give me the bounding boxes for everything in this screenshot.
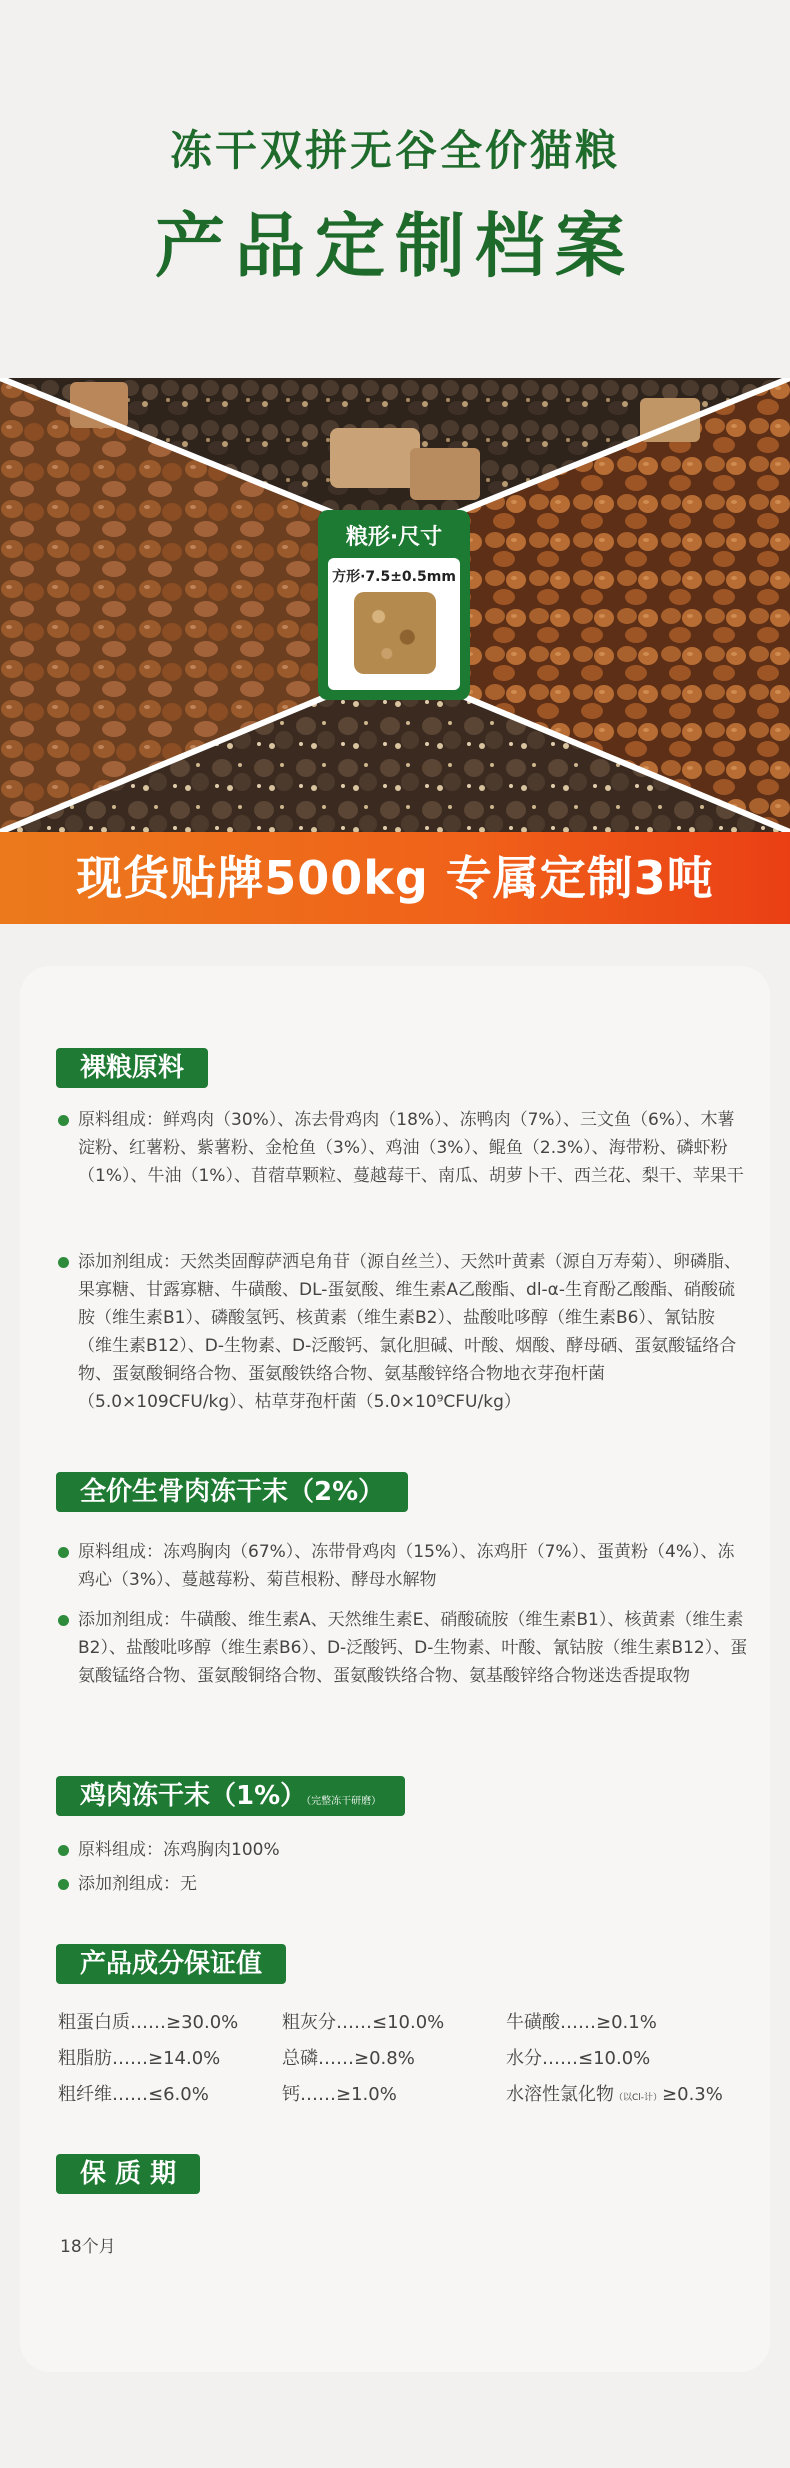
chicken-freeze-note: （完整冻干研磨） [306,1796,382,1807]
section-header-chicken-freeze [56,1776,405,1816]
nutrient-total-phosphorus: 总磷……≥0.8% [282,2048,415,2069]
size-badge-panel [328,558,460,690]
nutrient-crude-ash: 粗灰分……≤10.0% [282,2012,445,2033]
freeze-bone-additives-text: 添加剂组成：牛磺酸、维生素A、天然维生素E、硝酸硫胺（维生素B1）、核黄素（维生素B2）、盐酸吡哆醇（维生素B6）、D-泛酸钙、D-生物素、叶酸、氰钴胺（维生素B12）、蛋氨酸锰络合物、蛋氨酸铜络合物、蛋氨酸铁络合物、氨基酸锌络合物迷迭香提取物 [78,1610,748,1686]
raw-ingredients [58,1106,748,1190]
chicken-freeze-additives-text: 添加剂组成：无 [78,1874,197,1894]
kibble-sample-image [354,592,436,674]
section-header-guarantee: 产品成分保证值 [56,1944,286,1984]
chloride-value: ≥0.3% [662,2084,723,2105]
section-header-raw: 裸粮原料 [56,1048,208,1088]
bullet-icon [58,1257,69,1268]
chicken-freeze-additives [58,1870,748,1898]
promo-banner-text: 现货贴牌500kg 专属定制3吨 [76,851,714,905]
promo-banner [0,832,790,924]
freeze-bone-ingredients-text: 原料组成：冻鸡胸肉（67%）、冻带骨鸡肉（15%）、冻鸡肝（7%）、蛋黄粉（4%）、冻鸡心（3%）、蔓越莓粉、菊苣根粉、酵母水解物 [78,1542,735,1590]
nutrient-moisture: 水分……≤10.0% [506,2048,651,2069]
chloride-note: （以Cl-计） [614,2093,663,2103]
raw-ingredients-text: 原料组成：鲜鸡肉（30%）、冻去骨鸡肉（18%）、冻鸭肉（7%）、三文鱼（6%）、木薯淀粉、红薯粉、紫薯粉、金枪鱼（3%）、鸡油（3%）、鲲鱼（2.3%）、海带粉、磷虾粉（1%）、牛油（1%）、苜蓿草颗粒、蔓越莓干、南瓜、胡萝卜干、西兰花、梨干、苹果干 [78,1110,744,1186]
nutrient-crude-fat: 粗脂肪……≥14.0% [58,2048,221,2069]
kibble-dimension: 方形·7.5±0.5mm [332,569,456,585]
nutrient-calcium: 钙……≥1.0% [282,2084,397,2105]
bullet-icon [58,1879,69,1890]
freeze-bone-ingredients [58,1538,748,1594]
shelf-life-value: 18个月 [60,2237,116,2257]
chicken-freeze-ingredients [58,1836,748,1864]
raw-additives-text: 添加剂组成：天然类固醇萨洒皂角苷（源自丝兰）、天然叶黄素（源自万寿菊）、卵磷脂、果寡糖、甘露寡糖、牛磺酸、DL-蛋氨酸、维生素A乙酸酯、dl-α-生育酚乙酸酯、硝酸硫胺（维生素B1）、磷酸氢钙、核黄素（维生素B2）、盐酸吡哆醇（维生素B6）、氰钴胺（维生素B12）、D-生物素、D-泛酸钙、氯化胆碱、叶酸、烟酸、酵母硒、蛋氨酸锰络合物、蛋氨酸铜络合物、蛋氨酸铁络合物、氨基酸锌络合物地衣芽孢杆菌（5.0×109CFU/kg）、枯草芽孢杆菌（5.0×10⁹CFU/kg） [78,1252,741,1412]
kibble-size-badge [318,510,470,700]
hero-section [0,0,790,378]
nutrient-crude-protein: 粗蛋白质……≥30.0% [58,2012,239,2033]
section-header-freeze-bone: 全价生骨肉冻干末（2%） [56,1472,408,1512]
raw-additives [58,1248,748,1416]
nutrient-taurine: 牛磺酸……≥0.1% [506,2012,657,2033]
freeze-bone-additives [58,1606,748,1690]
size-badge-label: 粮形·尺寸 [345,525,443,550]
bullet-icon [58,1845,69,1856]
product-info-card [20,966,770,2372]
nutrient-chloride [506,2080,723,2106]
chicken-freeze-ingredients-text: 原料组成：冻鸡胸肉100% [78,1840,280,1860]
nutrient-crude-fiber: 粗纤维……≤6.0% [58,2084,209,2105]
bullet-icon [58,1115,69,1126]
bullet-icon [58,1547,69,1558]
bullet-icon [58,1615,69,1626]
product-subtitle: 冻干双拼无谷全价猫粮 [169,126,620,175]
chloride-label: 水溶性氯化物 [506,2084,614,2105]
section-header-shelf-life: 保 质 期 [56,2154,200,2194]
page-title: 产品定制档案 [155,205,635,287]
chicken-freeze-title: 鸡肉冻干末（1%） [80,1781,307,1811]
